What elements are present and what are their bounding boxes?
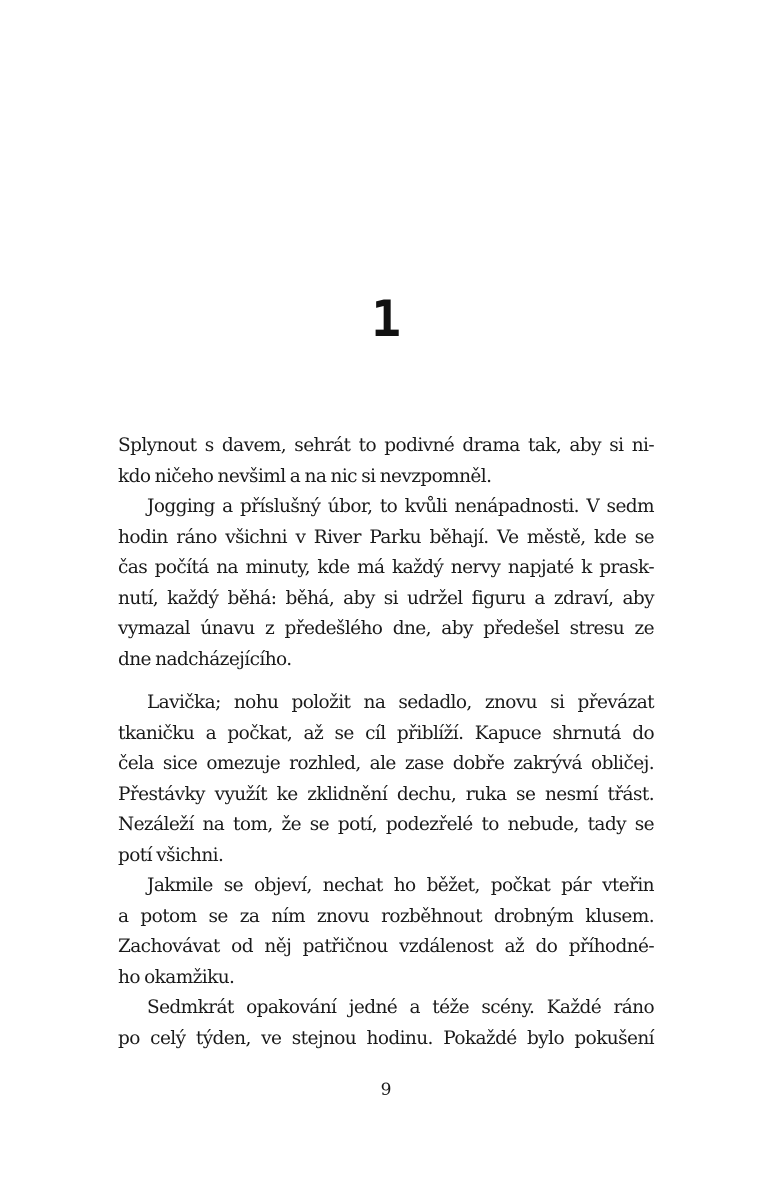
text-line: Lavička; nohu položit na sedadlo, znovu si převázat (147, 692, 654, 713)
chapter-number: 1 (370, 290, 402, 348)
text-line: Sedmkrát opakování jedné a téže scény. Každé ráno (147, 997, 654, 1018)
text-line: čas počítá na minuty, kde má každý nervy napjaté k prask- (118, 557, 654, 578)
text-line: Jakmile se objeví, nechat ho běžet, počkat pár vteřin (147, 875, 654, 896)
section-1-text (118, 431, 654, 675)
page-number: 9 (380, 1080, 392, 1100)
text-line: hodin ráno všichni v River Parku běhají. Ve městě, kde se (118, 526, 654, 548)
text-line: potí všichni. (118, 844, 224, 866)
text-line: Jogging a příslušný úbor, to kvůli nenápadnosti. V sedm (147, 496, 654, 517)
text-line: kdo ničeho nevšiml a na nic si nevzpomněl. (118, 465, 492, 487)
text-line: Zachovávat od něj patřičnou vzdálenost až do příhodné- (118, 936, 654, 957)
section-2-text (118, 688, 654, 1054)
text-line: tkaničku a počkat, až se cíl přiblíží. Kapuce shrnutá do (118, 722, 654, 744)
text-line: a potom se za ním znovu rozběhnout drobným klusem. (118, 905, 654, 927)
text-line: vymazal únavu z předešlého dne, aby předešel stresu ze (118, 618, 654, 639)
text-line: Splynout s davem, sehrát to podivné drama tak, aby si ni- (118, 435, 654, 456)
text-line: nutí, každý běhá: běhá, aby si udržel figuru a zdraví, aby (118, 587, 654, 609)
text-line: dne nadcházejícího. (118, 648, 292, 670)
text-line: Nezáleží na tom, že se potí, podezřelé to nebude, tady se (118, 814, 654, 835)
text-line: Přestávky využít ke zklidnění dechu, ruka se nesmí třást. (118, 783, 654, 805)
text-line: ho okamžiku. (118, 966, 235, 988)
text-line: po celý týden, ve stejnou hodinu. Pokaždé bylo pokušení (118, 1027, 654, 1049)
text-line: čela sice omezuje rozhled, ale zase dobře zakrývá obličej. (118, 753, 654, 774)
